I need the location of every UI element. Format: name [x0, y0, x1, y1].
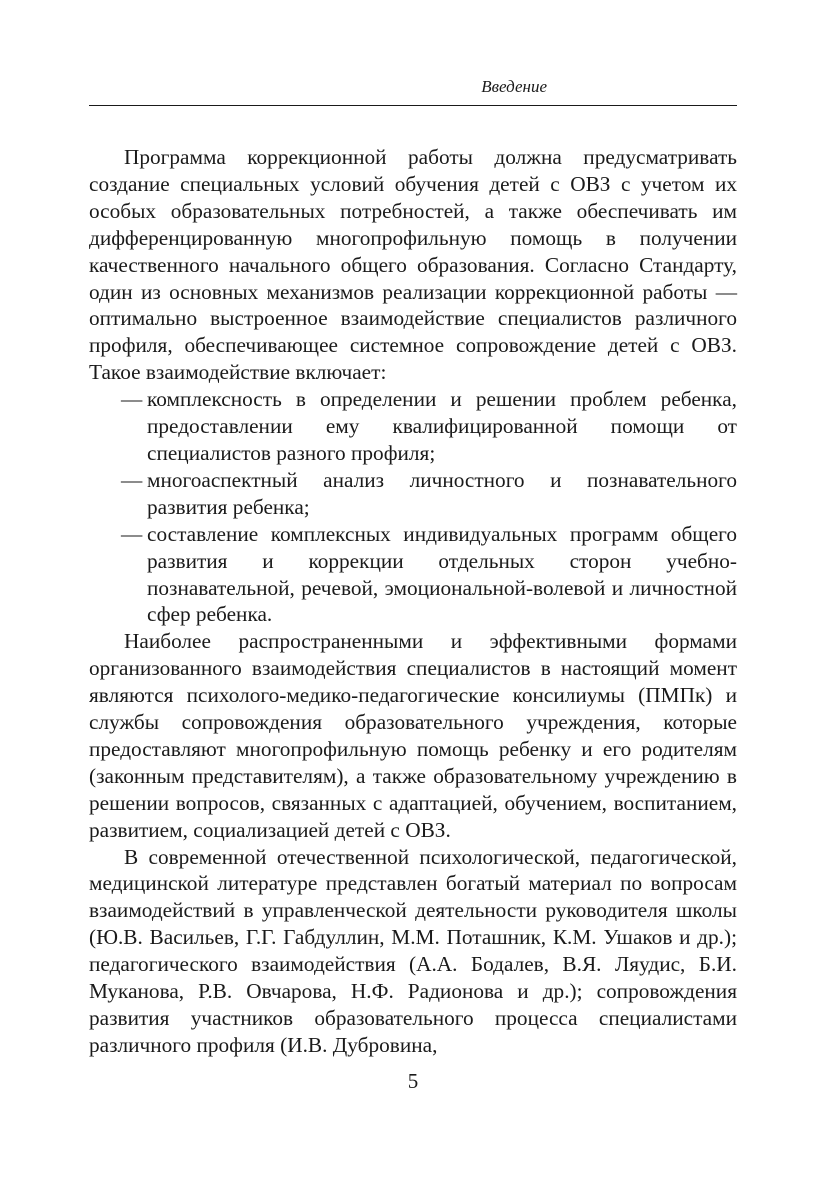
list-item-text: составление комплексных индивидуальных программ общего развития и коррекции отдельных сторон учебно-познавательной, речевой, эмоциональной-волевой и личностной сфер ребенка. [147, 521, 737, 627]
header-rule [89, 105, 737, 106]
paragraph-intro: Программа коррекционной работы должна предусматривать создание специальных условий обучения детей с ОВЗ с учетом их особых образовательных потребностей, а также обеспечивать им дифференцированную многопрофильную помощь в получении качественного начального общего образования. Согласно Стандарту, один из основных механизмов реализации коррекционной работы — оптимально выстроенное взаимодействие специалистов различного профиля, обеспечивающее системное сопровождение детей с ОВЗ. Такое взаимодействие включает: [89, 145, 737, 385]
list-dash: — [121, 521, 143, 546]
list-item [89, 521, 737, 629]
book-page [89, 0, 737, 1182]
list-item-text: комплексность в определении и решении проблем ребенка, предоставлении ему квалифицированной помощи от специалистов разного профиля; [147, 387, 737, 465]
list-item [89, 386, 737, 467]
list-item-text: многоаспектный анализ личностного и познавательного развития ребенка; [147, 467, 737, 519]
body-text [89, 144, 737, 1059]
paragraph-literature: В современной отечественной психологической, педагогической, медицинской литературе представлен богатый материал по вопросам взаимодействий в управленческой деятельности руководителя школы (Ю.В. Васильев, Г.Г. Габдуллин, М.М. Поташник, К.М. Ушаков и др.); педагогического взаимодействия (А.А. Бодалев, В.Я. Ляудис, Б.И. Муканова, Р.В. Овчарова, Н.Ф. Радионова и др.); сопровождения развития участников образовательного процесса специалистами различного профиля (И.В. Дубровина, [89, 844, 737, 1057]
interaction-list [89, 386, 737, 628]
list-dash: — [121, 467, 143, 492]
running-head [89, 76, 737, 98]
page-number: 5 [407, 1069, 419, 1093]
running-title: Введение [481, 77, 547, 96]
paragraph-forms: Наиболее распространенными и эффективными формами организованного взаимодействия специалистов в настоящий момент являются психолого-медико-педагогические консилиумы (ПМПк) и службы сопровождения образовательного учреждения, которые предоставляют многопрофильную помощь ребенку и его родителям (законным представителям), а также образовательному учреждению в решении вопросов, связанных с адаптацией, обучением, воспитанием, развитием, социализацией детей с ОВЗ. [89, 629, 737, 842]
list-item [89, 467, 737, 521]
list-dash: — [121, 387, 143, 412]
